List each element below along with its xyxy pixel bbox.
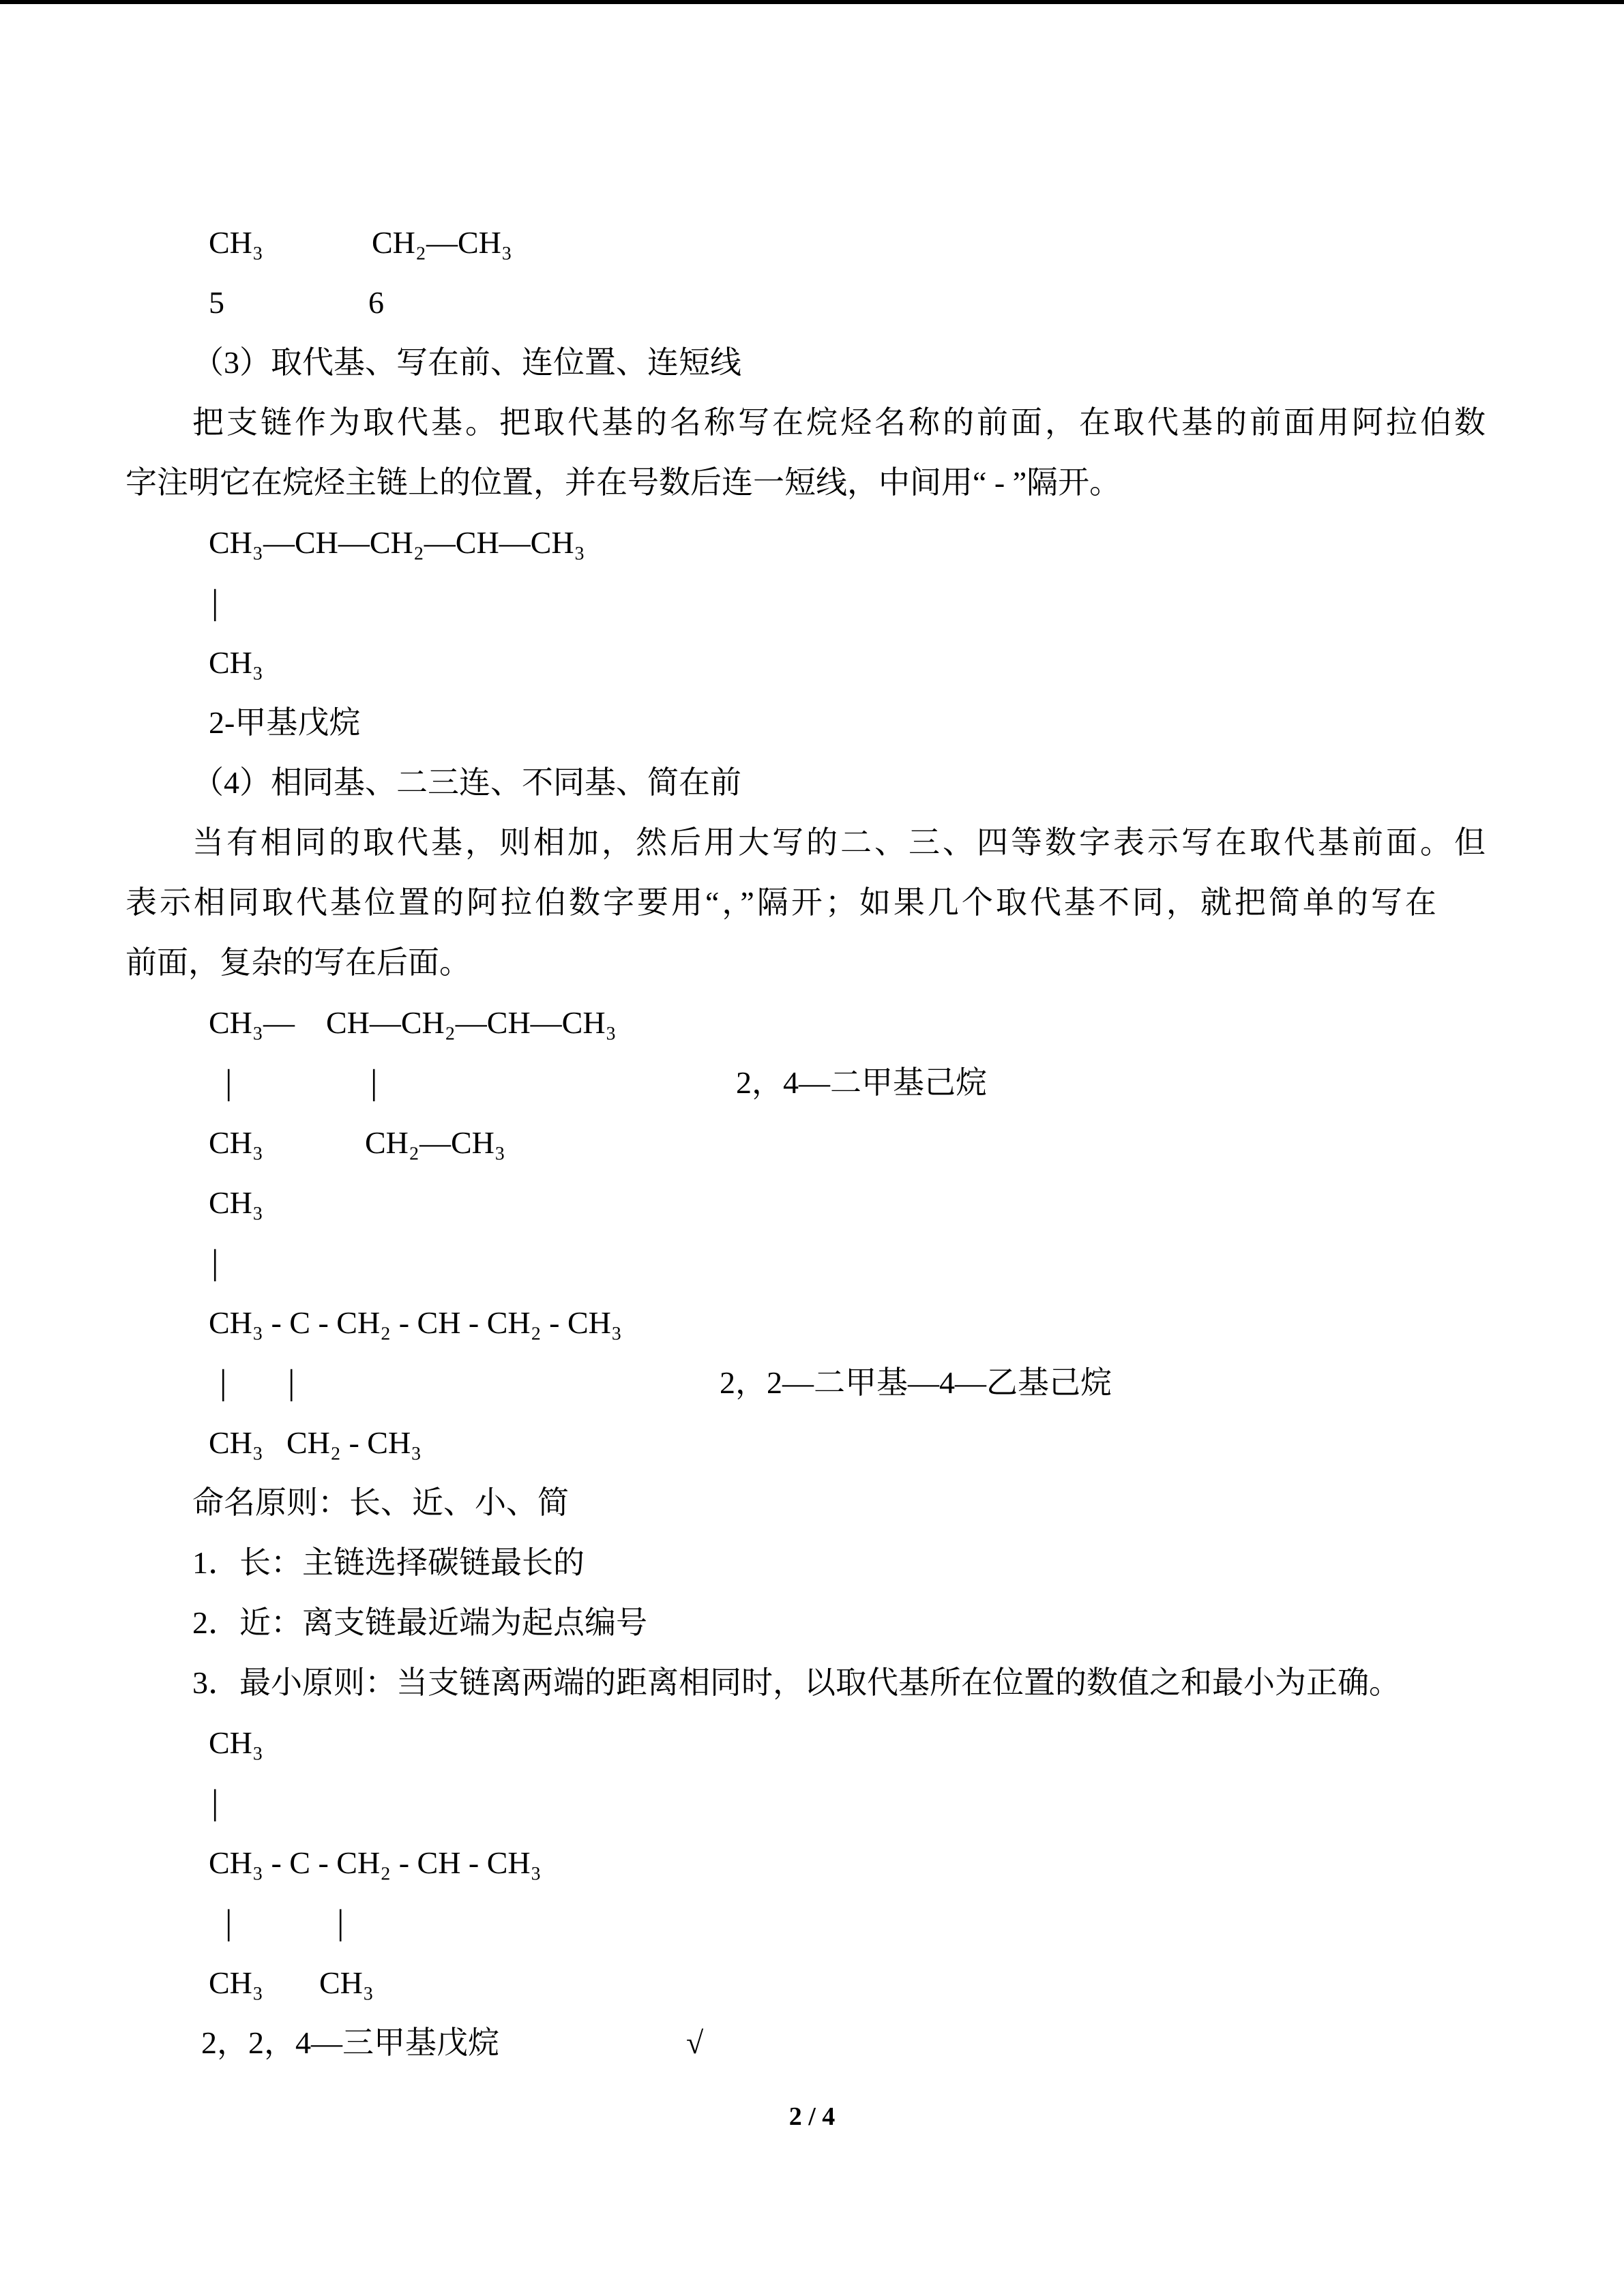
formula-branch: CH₃ [209,1725,263,1760]
compound-name: 2，2，4—三甲基戊烷 [201,2025,499,2060]
vertical-bond: | [211,1243,219,1282]
formula-branch: CH₃ [209,225,263,260]
formula-chain: CH₃ - C - CH₂ - CH - CH₂ - CH₃ [209,1305,622,1340]
vertical-bond: | [220,1363,227,1402]
page-footer [0,2102,1624,2132]
section-heading: （3）取代基、写在前、连位置、连短线 [192,345,741,380]
compound-name: 2，2—二甲基—4—乙基己烷 [720,1365,1112,1400]
vertical-bond: | [288,1363,295,1402]
formula-chain: CH₃— CH—CH₂—CH—CH₃ [209,1005,617,1040]
section-heading: （4）相同基、二三连、不同基、简在前 [192,765,741,800]
chain-number: 5 [209,285,224,320]
formula-branch: CH₃ [209,1965,263,2000]
compound-name: 2，4—二甲基己烷 [736,1065,987,1100]
vertical-bond: | [225,1903,233,1942]
rule-item: 2．近：离支链最近端为起点编号 [192,1605,647,1640]
formula-branch: CH₃ [319,1965,374,2000]
compound-name: 2-甲基戊烷 [209,705,361,740]
section-heading: 命名原则：长、近、小、简 [192,1485,569,1520]
formula-branch: CH₂—CH₃ [365,1125,505,1160]
check-mark-icon: √ [686,2025,704,2060]
paragraph-line: 把支链作为取代基。把取代基的名称写在烷烃名称的前面，在取代基的前面用阿拉伯数 [192,405,1488,440]
formula-chain: CH₃—CH—CH₂—CH—CH₃ [209,525,585,560]
paragraph-line: 当有相同的取代基，则相加，然后用大写的二、三、四等数字表示写在取代基前面。但 [192,825,1488,860]
formula-branch: CH₂ - CH₃ [286,1425,422,1460]
paragraph-line: 前面，复杂的写在后面。 [126,945,471,980]
formula-branch: CH₃ [209,1125,263,1160]
formula-chain: CH₃ - C - CH₂ - CH - CH₃ [209,1845,542,1880]
formula-branch: CH₃ [209,1185,263,1220]
vertical-bond: | [225,1063,233,1102]
paragraph-line: 表示相同取代基位置的阿拉伯数字要用“，”隔开；如果几个取代基不同，就把简单的写在 [126,885,1439,920]
chain-number: 6 [368,285,384,320]
page-number: 2 / 4 [788,2102,836,2131]
vertical-bond: | [211,583,219,622]
vertical-bond: | [337,1903,344,1942]
vertical-bond: | [370,1063,378,1102]
formula-branch: CH₃ [209,645,263,680]
formula-branch: CH₃ [209,1425,263,1460]
rule-item: 3．最小原则：当支链离两端的距离相同时，以取代基所在位置的数值之和最小为正确。 [192,1665,1400,1700]
formula-branch: CH₂—CH₃ [372,225,512,260]
rule-item: 1．长：主链选择碳链最长的 [192,1545,585,1580]
scan-edge-artifact [0,0,1624,4]
vertical-bond: | [211,1783,219,1822]
paragraph-line: 字注明它在烷烃主链上的位置，并在号数后连一短线，中间用“ - ”隔开。 [126,465,1121,500]
